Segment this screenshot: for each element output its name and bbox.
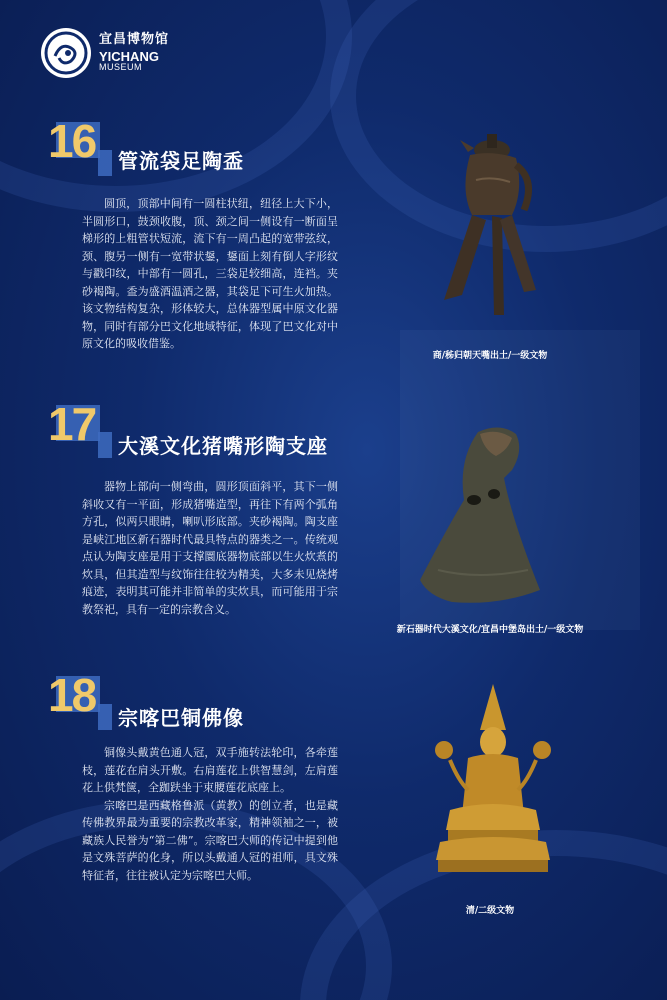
exhibit-description: 铜像头戴黄色通人冠，双手施转法轮印，各牵莲枝，莲花在肩头开敷。右肩莲花上供智慧剑，左肩莲花上供梵箧，全跏趺坐于束腰莲花底座上。 宗喀巴是西藏格鲁派（黄教）的创立者，也是藏传佛教界最为重要的宗教改革家，精神领袖之一，被藏族人民誉为“第二佛”。宗喀巴大师的传记中提到他是文殊菩萨的化身，所以头戴通人冠的祖师，具文殊特征者，往往被认定为宗喀巴大师。	[82, 746, 338, 882]
exhibit-description: 圆顶，顶部中间有一圆柱状纽，纽径上大下小，半圆形口，鼓颈收腹，顶、颈之间一侧设有一断面呈梯形的上粗管状短流，流下有一周凸起的宽带弦纹，颈、腹另一侧有一宽带状鋬，鋬面上刻有倒人字形纹与戳印纹，中部有一圆孔，三袋足较细高，连裆。夹砂褐陶。盉为盛酒温酒之器，其袋足下可生火加热。该文物结构复杂，形体较大，总体器型属中原文化器物，同时有部分巴文化地域特征，体现了巴文化对中原文化的吸收借鉴。	[82, 197, 338, 350]
pottery-he-vessel-image	[432, 120, 552, 330]
museum-name-en: YICHANG	[99, 48, 159, 64]
tsongkhapa-bronze-statue-image	[428, 680, 558, 885]
number-block	[98, 150, 112, 176]
pig-snout-pottery-stand-image	[408, 420, 558, 610]
museum-name-en-sub: MUSEUM	[99, 62, 142, 73]
exhibit-number: 16	[48, 115, 96, 167]
exhibit-caption: 清/二级文物	[465, 906, 515, 916]
number-block	[98, 704, 112, 730]
exhibit-caption: 商/秭归朝天嘴出土/一级文物	[432, 351, 548, 361]
number-block	[98, 432, 112, 458]
museum-logo	[41, 28, 169, 78]
exhibit-title: 管流袋足陶盉	[118, 149, 244, 173]
exhibit-caption: 新石器时代大溪文化/宜昌中堡岛出土/一级文物	[396, 625, 584, 635]
exhibit-title: 宗喀巴铜佛像	[118, 706, 244, 730]
exhibit-description: 器物上部向一侧弯曲，圆形顶面斜平，其下一侧斜收又有一平面，形成猪嘴造型，再往下有两个弧角方孔，似两只眼睛，喇叭形底部。夹砂褐陶。陶支座是峡江地区新石器时代最具特点的器类之一。传统观点认为陶支座是用于支撑圜底器物底部以生火炊煮的炊具，但其造型与纹饰往往较为精美，大多未见烧烤痕迹，表明其可能并非简单的实炊具，而可能用于宗教祭祀，具有一定的宗教含义。	[82, 480, 338, 616]
exhibit-number: 18	[48, 669, 96, 721]
museum-name-cn: 宜昌博物馆	[99, 32, 170, 48]
museum-emblem-icon	[41, 28, 91, 78]
exhibit-title: 大溪文化猪嘴形陶支座	[118, 434, 328, 458]
exhibit-number: 17	[48, 398, 96, 450]
